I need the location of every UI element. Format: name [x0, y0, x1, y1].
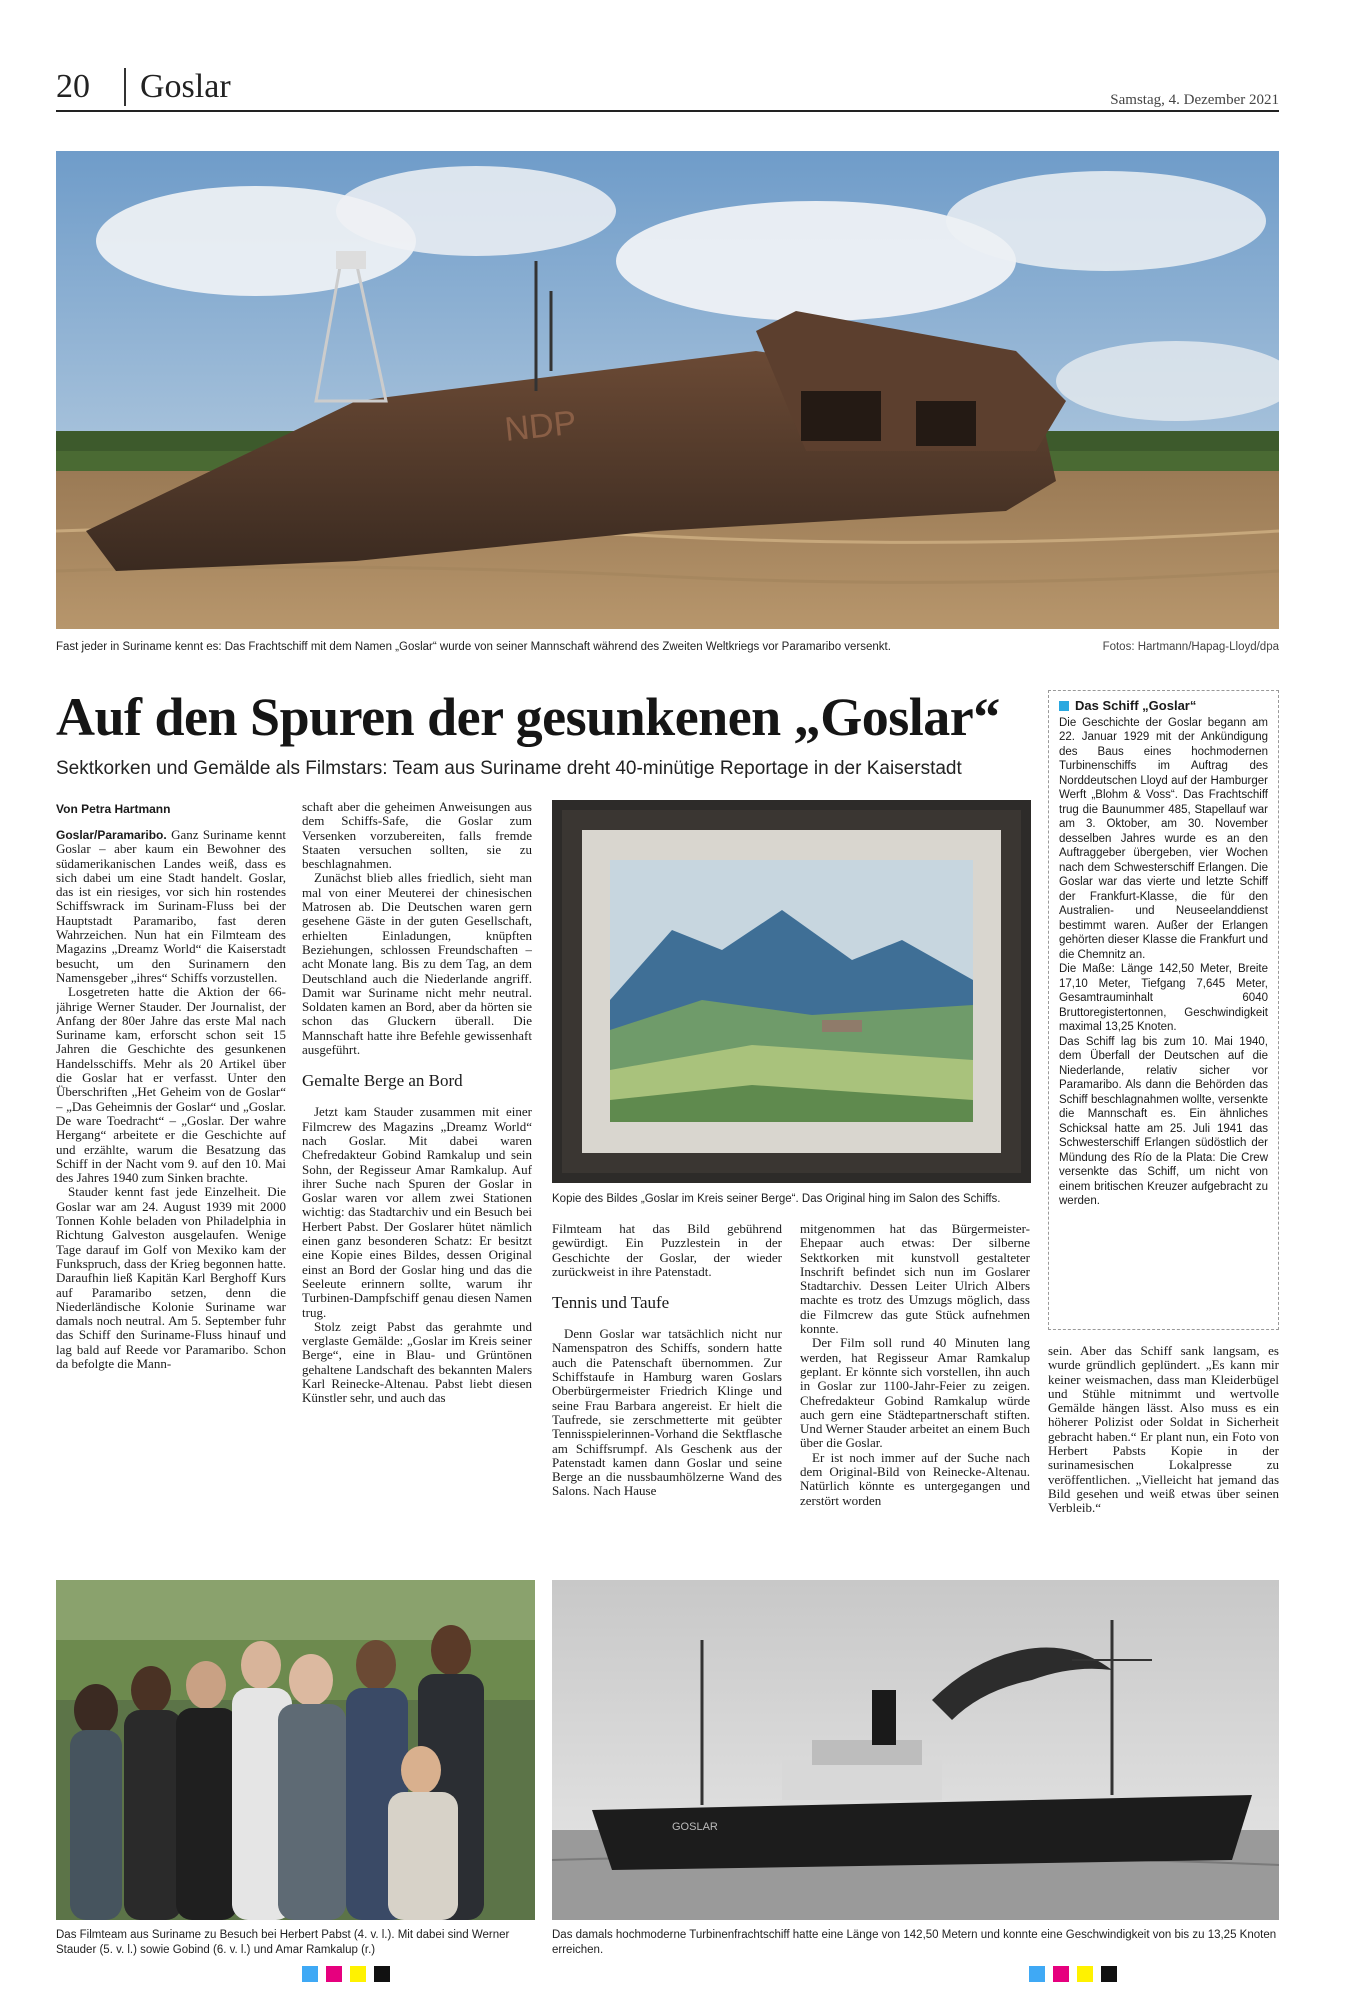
- paragraph: Denn Goslar war tatsächlich nicht nur Namenspatron des Schiffs, sondern hatte auch die Patenschaft übernommen. Zur Schiffstaufe in Hamburg waren Goslars Oberbürgermeister Friedrich Klinge und seine Frau Barbara angereist. Er hielt die Taufrede, sie zerschmetterte mit geübter Tennisspielerinnen-Vorhand die Sektflasche am Schiffsrumpf. Als Geschenk aus der Patenstadt kamen dann Goslar und seine Berge an die nussbaumhölzerne Wand des Salons. Nach Hause: [552, 1326, 782, 1499]
- info-box-paragraph: Die Geschichte der Goslar begann am 22. Januar 1929 mit der Ankündigung des Baus eines hochmodernen Turbinenschiffs im Auftrag des Norddeutschen Lloyd auf der Hamburger Werft „Blohm & Voss“. Das Frachtschiff trug die Baunummer 485, Stapellauf war am 3. Oktober, am 30. November desselben Jahres wurde es an den Auftraggeber übergeben, vier Wochen nach dem Schwesterschiff Erlangen. Die Goslar war das vierte und letzte Schiff der Frankfurt-Klasse, die für den Australien- und Neuseelanddienst bestimmt waren. Außer der Erlangen gehörten dieser Klasse die Frankfurt und die Chemnitz an.: [1059, 716, 1268, 961]
- info-box-paragraph: Das Schiff lag bis zum 10. Mai 1940, dem Überfall der Deutschen auf die Niederlande, relativ sicher vor Paramaribo. Als dann die Behörden das Schiff beschlagnahmen wollte, versenkte die Mannschaft es. Ein ähnliches Schicksal hatte am 25. Juli 1941 das Schwesterschiff Erlangen südöstlich der Mündung des Río de la Plata: Die Crew versenkte das Schiff, um nicht von einem britischen Kreuzer aufgebracht zu werden.: [1059, 1035, 1268, 1207]
- dateline: Goslar/Paramaribo.: [56, 828, 167, 842]
- paragraph: schaft aber die geheimen Anweisungen aus dem Schiffs-Safe, die Goslar zum Versenken vorzubereiten, falls fremde Staaten versuchen sollten, sie zu beschlagnahmen.: [302, 800, 532, 872]
- paragraph: Stauder kennt fast jede Einzelheit. Die Goslar war am 24. August 1939 mit 2000 Tonnen Kohle beladen von Philadelphia in Richtung Galveston ausgelaufen. Wenige Tage darauf im Golf von Mexiko kam der Funkspruch, dass der Krieg begonnen hatte. Daraufhin ließ Kapitän Karl Berghoff Kurs auf Paramaribo setzen, denn die Niederländische Kolonie Suriname war damals noch neutral. Am 5. September fuhr das Schiff den Suriname-Fluss hinauf und lag bald auf Reede vor Paramaribo. Schon da befolgte die Mann-: [56, 1184, 286, 1371]
- color-mark: [350, 1966, 366, 1982]
- info-box-paragraph: Die Maße: Länge 142,50 Meter, Breite 17,10 Meter, Tiefgang 7,645 Meter, Gesamtrauminhalt 6040 Bruttoregistertonnen, Geschwindigkeit maximal 13,25 Knoten.: [1059, 963, 1268, 1033]
- color-mark: [1029, 1966, 1045, 1982]
- section-title: Goslar: [140, 68, 231, 105]
- ship-caption: Das damals hochmoderne Turbinenfrachtschiff hatte eine Länge von 142,50 Metern und konnte eine Geschwindigkeit von bis zu 13,25 Knoten erreichen.: [552, 1929, 1277, 1956]
- subheading: Gemalte Berge an Bord: [302, 1071, 463, 1091]
- paragraph: mitgenommen hat das Bürgermeister-Ehepaar auch etwas: Der silberne Sektkorken mit kunstvoll gestalteter Inschrift befindet sich nun im Goslarer Stadtarchiv. Dessen Leiter Ulrich Albers machte es trotz des Umzugs möglich, dass die Filmcrew das gute Stück aufnehmen konnte.: [800, 1222, 1030, 1337]
- ship-name-lettering: GOSLAR: [672, 1821, 718, 1833]
- paragraph: Zunächst blieb alles friedlich, sieht man mal von einer Meuterei der chinesischen Matrosen ab. Die Deutschen waren gern gesehene Gäste in der guten Gesellschaft, erhielten Einladungen, knüpften Beziehungen, schlossen Freundschaften – acht Monate lang. Bis zu dem Tag, an dem Deutschland auch die Niederlande angriff. Damit war Suriname nicht mehr neutral. Soldaten kamen an Bord, aber da hörten sie schon das Gluckern überall. Die Mannschaft hatte ihre Befehle gewissenhaft ausgeführt.: [302, 870, 532, 1058]
- article-column-4: [800, 1222, 1030, 1558]
- historic-ship-photo: [552, 1580, 1279, 1920]
- painting-caption: Kopie des Bildes „Goslar im Kreis seiner Berge“. Das Original hing im Salon des Schiffs.: [552, 1193, 1001, 1205]
- color-mark: [302, 1966, 318, 1982]
- header-rule: [56, 110, 1279, 112]
- article-column-5: [1048, 1344, 1279, 1558]
- info-box-header: [1059, 699, 1268, 714]
- color-mark: [326, 1966, 342, 1982]
- headline: Auf den Spuren der gesunkenen „Goslar“: [56, 687, 1000, 747]
- paragraph-text: Ganz Suriname kennt Goslar – aber kaum ein Bewohner des südamerikanischen Landes weiß, dass es sich dabei um eine Stadt handelt. Goslar, das ist ein riesiges, vor sich hin rostendes Schiffswrack im Surinam-Fluss bei der Hauptstadt Paramaribo, fast deren Wahrzeichen. Nun hat ein Filmteam des Magazins „Dreamz World“ die Kaiserstadt besucht, um den Surinamern den Namensgeber „ihres“ Schiffs vorzustellen.: [56, 828, 286, 985]
- paragraph: sein. Aber das Schiff sank langsam, es wurde gründlich geplündert. „Es kann mir keiner weismachen, dass man Kleiderbügel und Stühle mitnimmt und wertvolle Gemälde hängen lässt. Also muss es ein höherer Polizist oder Soldat in Sicherheit gebracht haben.“ Er plant nun, ein Foto von Herbert Pabsts Kopie in der surinamesischen Lokalpresse zu veröffentlichen. „Vielleicht hat jemand das Bild gesehen und weiß etwas über seinen Verbleib.“: [1048, 1344, 1279, 1516]
- issue-date: Samstag, 4. Dezember 2021: [1110, 92, 1279, 108]
- info-box-title: Das Schiff „Goslar“: [1075, 698, 1197, 713]
- painting-photo: [552, 800, 1031, 1183]
- print-color-marks: [1029, 1966, 1117, 1982]
- color-mark: [1077, 1966, 1093, 1982]
- article-column-1: [56, 828, 286, 1558]
- paragraph: Der Film soll rund 40 Minuten lang werden, hat Regisseur Amar Ramkalup geplant. Er könnte sich vorstellen, ihn auch in Goslar zur 1100-Jahr-Feier zu zeigen. Chefredakteur Gobind Ramkalup würde auch gern eine Städtepartnerschaft stiften. Und Werner Stauder arbeitet an einem Buch über die Goslar.: [800, 1335, 1030, 1451]
- page-number: 20: [56, 68, 90, 105]
- paragraph: [56, 828, 286, 985]
- color-mark: [1101, 1966, 1117, 1982]
- paragraph: Filmteam hat das Bild gebührend gewürdigt. Ein Puzzlestein in der Geschichte der Goslar, der wieder zurückweist in ihre Patenstadt.: [552, 1222, 782, 1279]
- shipwreck-photo: [56, 151, 1279, 629]
- header-divider: [124, 68, 126, 106]
- hull-lettering: NDP: [502, 403, 579, 449]
- byline: Von Petra Hartmann: [56, 802, 171, 816]
- paragraph: Losgetreten hatte die Aktion der 66-jährige Werner Stauder. Der Journalist, der Anfang der 80er Jahre das erste Mal nach Suriname kam, erforscht schon seit 15 Jahren die Geschichte des gesunkenen Handelsschiffs. Mehr als 20 Artikel über die Goslar hat er verfasst. Unter den Überschriften „Het Geheim von de Goslar“ – „Das Geheimnis der Goslar“ und „Goslar. De ware Toedracht“ – „Goslar. Der wahre Hergang“ arbeitete er die Geschichte auf und erzählte, warum die Besatzung das Schiff in der Nacht vom 9. auf den 10. Mai des Jahres 1940 zum Sinken brachte.: [56, 984, 286, 1186]
- team-caption: Das Filmteam aus Suriname zu Besuch bei Herbert Pabst (4. v. l.). Mit dabei sind Werner Stauder (5. v. l.) sowie Gobind (6. v. l.) und Amar Ramkalup (r.): [56, 1929, 510, 1956]
- print-color-marks: [302, 1966, 390, 1982]
- paragraph: Er ist noch immer auf der Suche nach dem Original-Bild von Reinecke-Altenau. Natürlich könnte es untergegangen und zerstört worden: [800, 1449, 1030, 1508]
- photo-credit: Fotos: Hartmann/Hapag-Lloyd/dpa: [1102, 641, 1279, 653]
- subheading: Tennis und Taufe: [552, 1293, 670, 1313]
- article-column-3: [552, 1222, 782, 1558]
- info-box: [1048, 690, 1279, 1330]
- paragraph: Stolz zeigt Pabst das gerahmte und verglaste Gemälde: „Goslar im Kreis seiner Berge“, eine in Blau- und Grüntönen gehaltene Landschaft des bekannten Malers Karl Reinecke-Altenau. Pabst liebt diesen Künstler sehr, und auch das: [302, 1318, 532, 1406]
- paragraph: Jetzt kam Stauder zusammen mit einer Filmcrew des Magazins „Dreamz World“ nach Goslar. Mit dabei waren Chefredakteur Gobind Ramkalup und sein Sohn, der Regisseur Amar Ramkalup. Auf ihrer Suche nach Spuren der Goslar in Goslar waren vor allem zwei Stationen wichtig: das Stadtarchiv und ein Besuch bei Herbert Pabst. Der Goslarer hütet nämlich einen ganz besonderen Schatz: Er besitzt eine Kopie eines Bildes, dessen Original einst an Bord der Goslar hing und das die Seeleute erinnern sollte, warum ihr Turbinen-Dampfschiff genau diesen Namen trug.: [302, 1104, 532, 1320]
- film-team-photo: [56, 1580, 535, 1920]
- color-mark: [374, 1966, 390, 1982]
- subheadline: Sektkorken und Gemälde als Filmstars: Team aus Suriname dreht 40-minütige Reportage in der Kaiserstadt: [56, 758, 962, 779]
- color-mark: [1053, 1966, 1069, 1982]
- hero-caption: Fast jeder in Suriname kennt es: Das Frachtschiff mit dem Namen „Goslar“ wurde von seiner Mannschaft während des Zweiten Weltkriegs vor Paramaribo versenkt.: [56, 641, 891, 653]
- square-bullet-icon: [1059, 701, 1069, 711]
- article-column-2: [302, 800, 532, 1558]
